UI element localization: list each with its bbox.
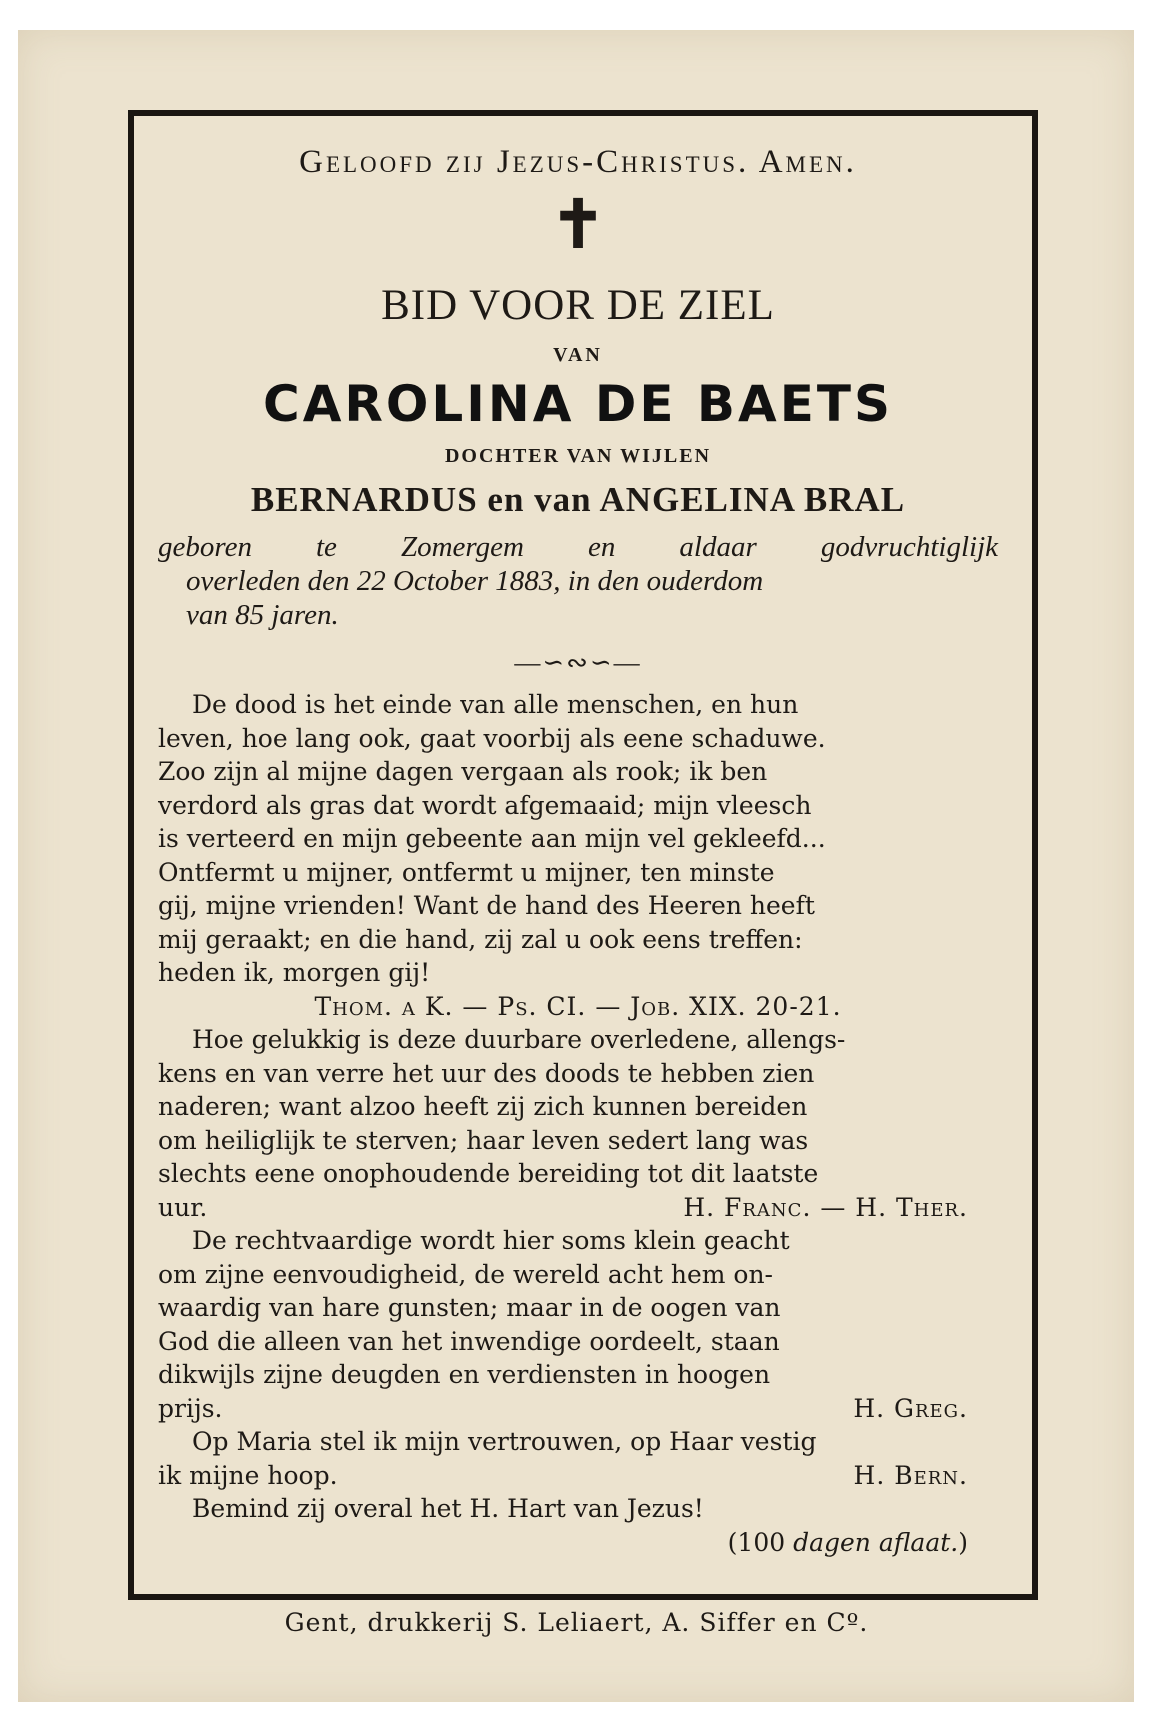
citation: Thom. a K. — Ps. CI. — Job. XIX. 20-21.: [314, 991, 842, 1021]
text-fragment: prijs.: [158, 1393, 223, 1423]
text-fragment: uur.: [158, 1192, 208, 1222]
text-line: Hoe gelukkig is deze duurbare overledene, allengs-: [192, 1025, 846, 1054]
cross-icon: ✝: [550, 189, 606, 262]
deceased-name: CAROLINA DE BAETS: [263, 375, 893, 433]
indulgence-note: [158, 1526, 998, 1560]
birth-line-3: van 85 jaren.: [186, 599, 339, 631]
text-line: slechts eene onophoudende bereiding tot dit laatste: [158, 1159, 819, 1188]
printer-imprint: Gent, drukkerij S. Leliaert, A. Siffer en Cº.: [284, 1608, 869, 1637]
text-line-with-citation: [158, 1459, 998, 1493]
daughter-of-label: DOCHTER VAN WIJLEN: [444, 445, 712, 467]
meditation-text: [158, 688, 998, 1559]
citation: H. Bern.: [853, 1460, 968, 1490]
motto: Geloofd zij Jezus-Christus. Amen.: [299, 144, 857, 180]
text-line: kens en van verre het uur des doods te hebben zien: [158, 1058, 815, 1088]
text-fragment: ik mijne hoop.: [158, 1460, 338, 1490]
text-line-with-citation: [158, 1191, 998, 1225]
text-line: Bemind zij overal het H. Hart van Jezus!: [192, 1494, 704, 1523]
text-line: naderen; want alzoo heeft zij zich kunnen bereiden: [158, 1092, 808, 1121]
text-line: is verteerd en mijn gebeente aan mijn vel gekleefd...: [158, 824, 826, 853]
mourning-border: [128, 110, 1038, 1600]
van-label: VAN: [553, 344, 603, 366]
birth-line-2: overleden den 22 October 1883, in den ouderdom: [186, 565, 764, 597]
text-fragment: ): [958, 1527, 968, 1557]
text-line: verdord als gras dat wordt afgemaaid; mijn vleesch: [158, 790, 812, 820]
citation: H. Greg.: [853, 1393, 968, 1423]
text-line: heden ik, morgen gij!: [158, 958, 431, 987]
text-line: dikwijls zijne deugden en verdiensten in hoogen: [158, 1360, 771, 1389]
text-line: gij, mijne vrienden! Want de hand des Heeren heeft: [158, 891, 815, 920]
text-fragment: dagen aflaat.: [793, 1527, 959, 1557]
parents-names: BERNARDUS en van ANGELINA BRAL: [250, 480, 906, 519]
citation: H. Franc. — H. Ther.: [683, 1192, 968, 1222]
birth-line-1: geboren te Zomergem en aldaar godvruchtiglijk: [158, 531, 998, 563]
text-line-with-citation: [158, 1392, 998, 1426]
prayer-heading: BID VOOR DE ZIEL: [381, 282, 775, 329]
text-line: mij geraakt; en die hand, zij zal u ook eens treffen:: [158, 924, 803, 954]
text-line: Op Maria stel ik mijn vertrouwen, op Haar vestig: [192, 1427, 817, 1456]
memorial-card: [18, 30, 1134, 1702]
text-line: God die alleen van het inwendige oordeelt, staan: [158, 1326, 780, 1356]
ornament-divider: —∽∾∽—: [514, 648, 642, 677]
text-line: Zoo zijn al mijne dagen vergaan als rook; ik ben: [158, 757, 768, 786]
card-content: [158, 116, 998, 1559]
text-line: om heiliglijk te sterven; haar leven sedert lang was: [158, 1125, 809, 1155]
birth-death-info: [158, 530, 998, 632]
text-line: De rechtvaardige wordt hier soms klein geacht: [192, 1226, 790, 1255]
text-line: Ontfermt u mijner, ontfermt u mijner, ten minste: [158, 857, 775, 887]
text-line: leven, hoe lang ook, gaat voorbij als eene schaduwe.: [158, 723, 826, 753]
text-line: om zijne eenvoudigheid, de wereld acht hem on-: [158, 1259, 774, 1289]
text-fragment: (100: [727, 1527, 794, 1557]
text-line: waardig van hare gunsten; maar in de oogen van: [158, 1293, 781, 1322]
text-line: De dood is het einde van alle menschen, en hun: [192, 690, 799, 719]
